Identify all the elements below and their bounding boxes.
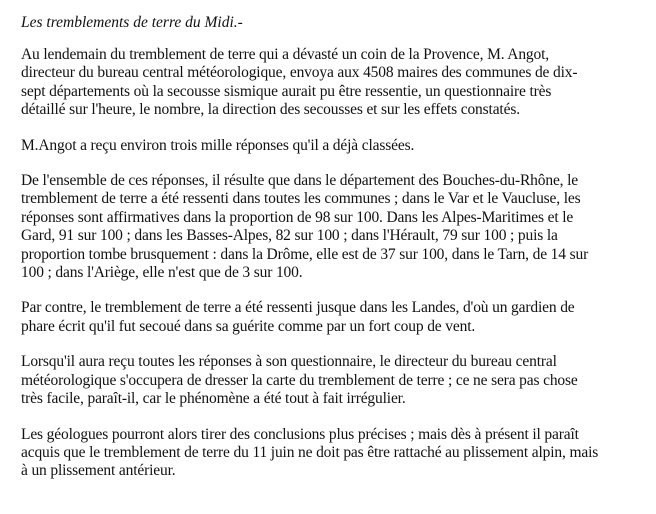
paragraph-1: Au lendemain du tremblement de terre qui a dévasté un coin de la Provence, M. Angot, directeur du bureau central météorologique, envoya aux 4508 maires des communes de dix- sept départements où la secousse sismique aurait pu être ressentie, un questionnaire très détaillé sur l'heure, le nombre, la direction des secousses et sur les effets constatés. (21, 46, 578, 119)
article-title: Les tremblements de terre du Midi.- (21, 14, 243, 31)
paragraph-6: Les géologues pourront alors tirer des conclusions plus précises ; mais dès à présent il paraît acquis que le tremblement de terre du 11 juin ne doit pas être rattaché au plissement alpin, mais à un plissement antérieur. (21, 425, 599, 480)
paragraph-5: Lorsqu'il aura reçu toutes les réponses à son questionnaire, le directeur du bureau central météorologique s'occupera de dresser la carte du tremblement de terre ; ce ne sera pas chose très facile, paraît-il, car le phénomène a été tout à fait irrégulier. (21, 353, 578, 408)
paragraph-2: M.Angot a reçu environ trois mille réponses qu'il a déjà classées. (21, 136, 415, 154)
paragraph-3: De l'ensemble de ces réponses, il résulte que dans le département des Bouches-du-Rhône, le tremblement de terre a été ressenti dans toutes les communes ; dans le Var et le Vaucluse, les réponses sont affirmatives dans la proportion de 98 sur 100. Dans les Alpes-Maritimes et le Gard, 91 sur 100 ; dans les Basses-Alpes, 82 sur 100 ; dans l'Hérault, 79 sur 100 ; puis la proportion tombe brusquement : dans la Drôme, elle est de 37 sur 100, dans le Tarn, de 14 sur 100 ; dans l'Ariège, elle n'est que de 3 sur 100. (21, 172, 589, 282)
paragraph-4: Par contre, le tremblement de terre a été ressenti jusque dans les Landes, d'où un gardien de phare écrit qu'il fut secoué dans sa guérite comme par un fort coup de vent. (21, 299, 575, 335)
